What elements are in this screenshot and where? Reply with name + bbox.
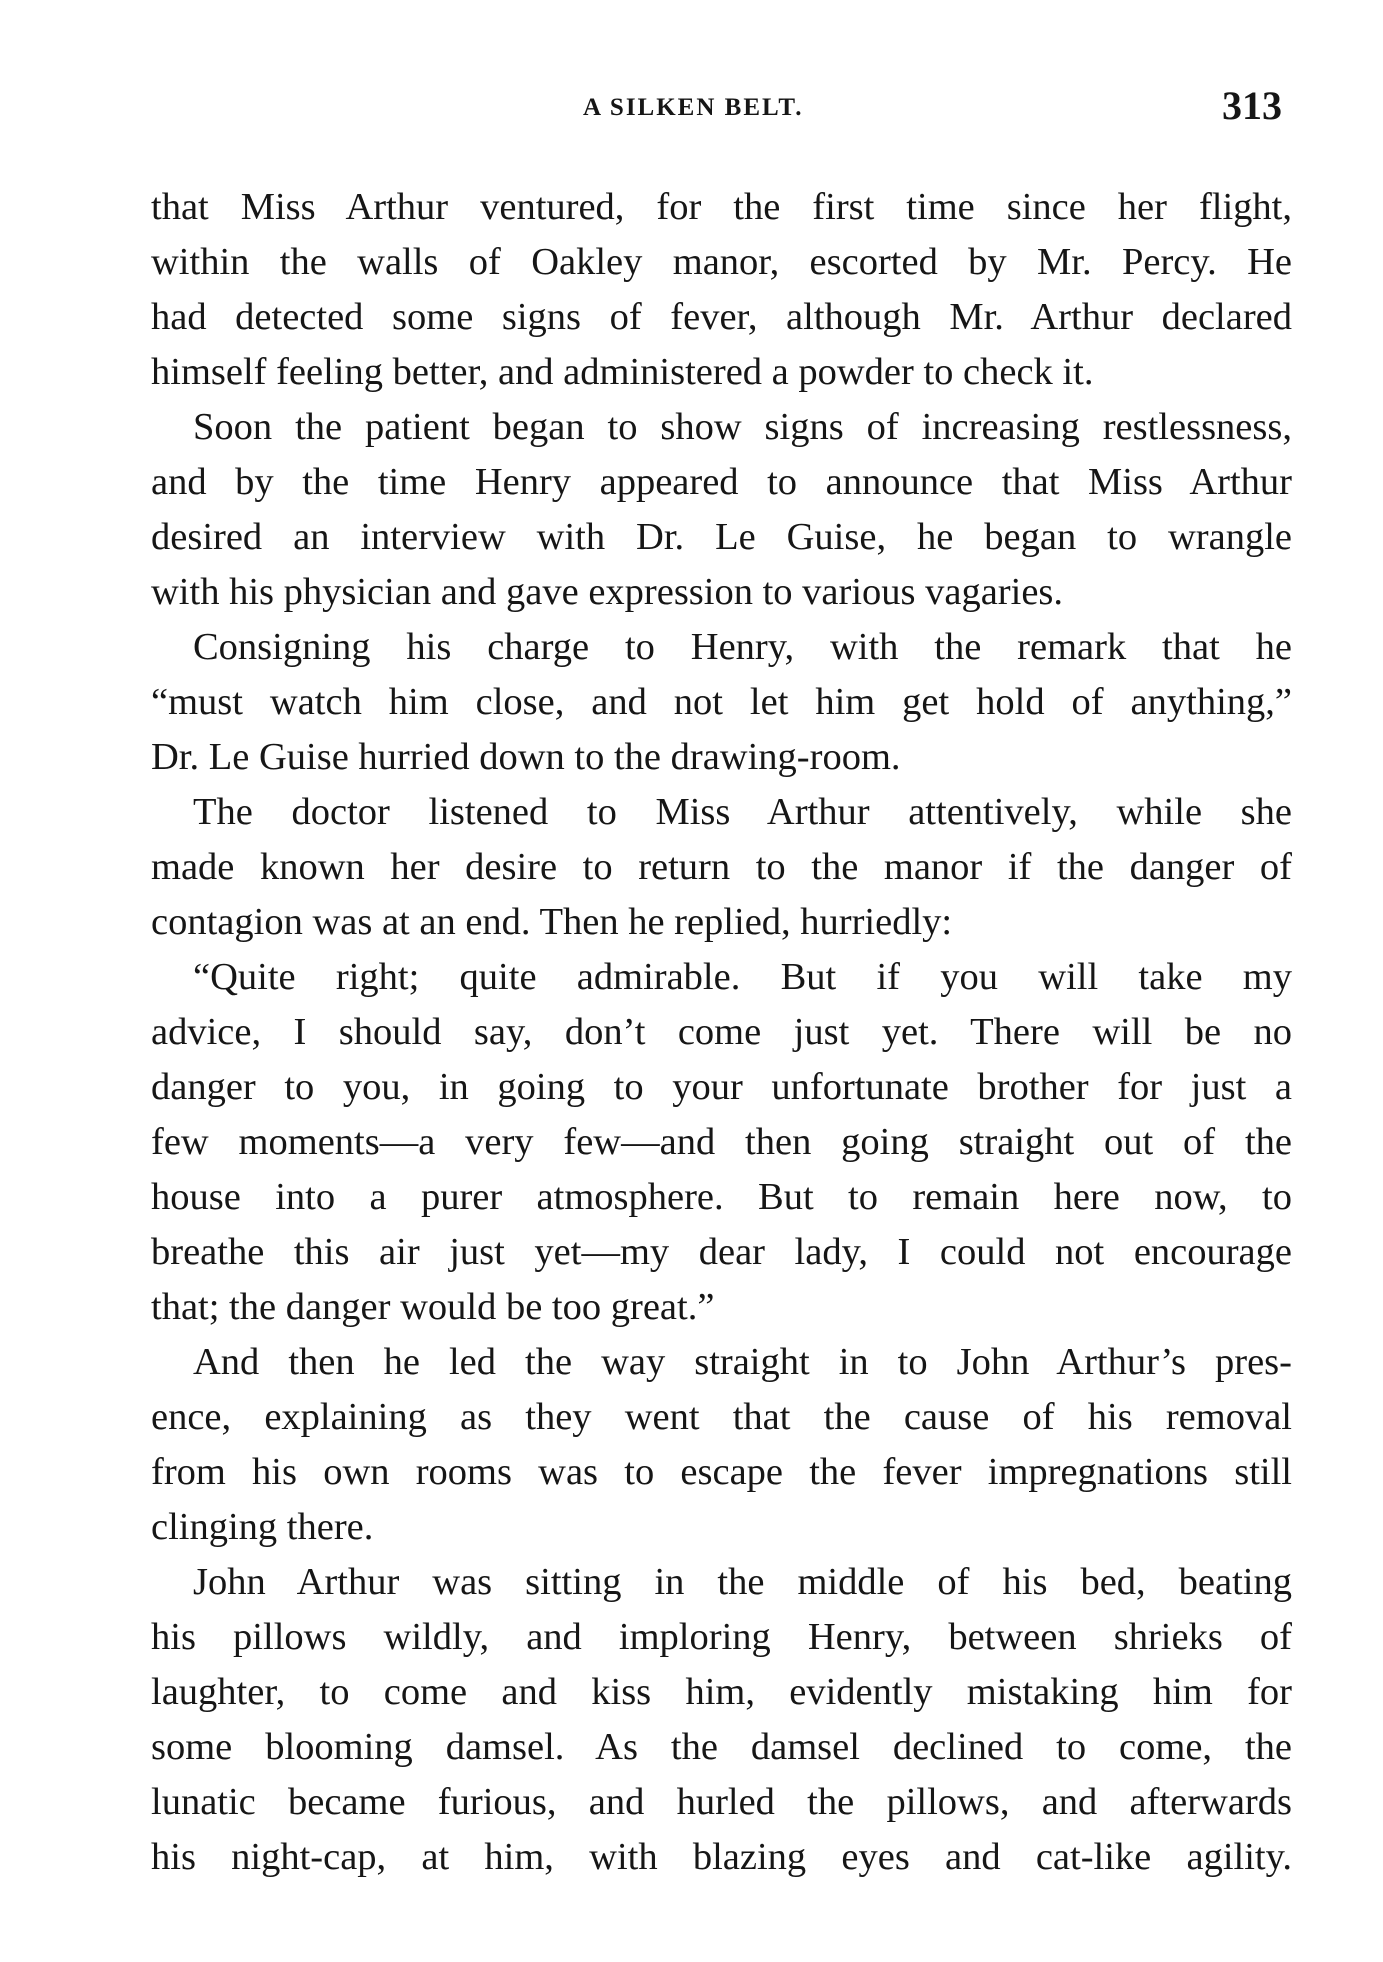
text-line: his pillows wildly, and imploring Henry, between shrieks of <box>151 1616 1292 1658</box>
text-line: “Quite right; quite admirable. But if you will take my <box>193 956 1292 998</box>
text-line: some blooming damsel. As the damsel declined to come, the <box>151 1726 1292 1768</box>
text-line: few moments—a very few—and then going straight out of the <box>151 1121 1292 1163</box>
text-line: with his physician and gave expression to various vagaries. <box>151 571 1064 613</box>
text-line: lunatic became furious, and hurled the pillows, and afterwards <box>151 1781 1292 1823</box>
text-line: and by the time Henry appeared to announce that Miss Arthur <box>151 461 1292 503</box>
text-line: house into a purer atmosphere. But to remain here now, to <box>151 1176 1292 1218</box>
page-number: 313 <box>1222 83 1282 128</box>
text-line: breathe this air just yet—my dear lady, I could not encourage <box>151 1231 1292 1273</box>
text-line: his night-cap, at him, with blazing eyes and cat-like agility. <box>151 1836 1292 1878</box>
text-line: Soon the patient began to show signs of increasing restlessness, <box>193 406 1292 448</box>
text-line: contagion was at an end. Then he replied, hurriedly: <box>151 901 953 943</box>
text-line: “must watch him close, and not let him get hold of anything,” <box>151 681 1292 723</box>
text-line: ence, explaining as they went that the cause of his removal <box>151 1396 1292 1438</box>
text-line: Consigning his charge to Henry, with the remark that he <box>193 626 1292 668</box>
text-line: himself feeling better, and administered a powder to check it. <box>151 351 1094 393</box>
text-line: Dr. Le Guise hurried down to the drawing-room. <box>151 736 901 778</box>
text-line: had detected some signs of fever, although Mr. Arthur declared <box>151 296 1292 338</box>
text-line: laughter, to come and kiss him, evidently mistaking him for <box>151 1671 1292 1713</box>
text-line: And then he led the way straight in to John Arthur’s pres- <box>193 1341 1292 1383</box>
running-title: A SILKEN BELT. <box>583 94 804 121</box>
text-line: that Miss Arthur ventured, for the first time since her flight, <box>151 186 1292 228</box>
body-text <box>151 180 1292 1885</box>
text-line: advice, I should say, don’t come just yet. There will be no <box>151 1011 1292 1053</box>
text-line: clinging there. <box>151 1506 374 1548</box>
text-line: The doctor listened to Miss Arthur attentively, while she <box>193 791 1292 833</box>
text-line: made known her desire to return to the manor if the danger of <box>151 846 1292 888</box>
text-line: desired an interview with Dr. Le Guise, he began to wrangle <box>151 516 1292 558</box>
text-line: John Arthur was sitting in the middle of his bed, beating <box>193 1561 1292 1603</box>
text-line: within the walls of Oakley manor, escorted by Mr. Percy. He <box>151 241 1292 283</box>
running-head <box>0 82 1383 132</box>
text-line: from his own rooms was to escape the fever impregnations still <box>151 1451 1292 1493</box>
text-line: that; the danger would be too great.” <box>151 1286 715 1328</box>
text-line: danger to you, in going to your unfortunate brother for just a <box>151 1066 1292 1108</box>
